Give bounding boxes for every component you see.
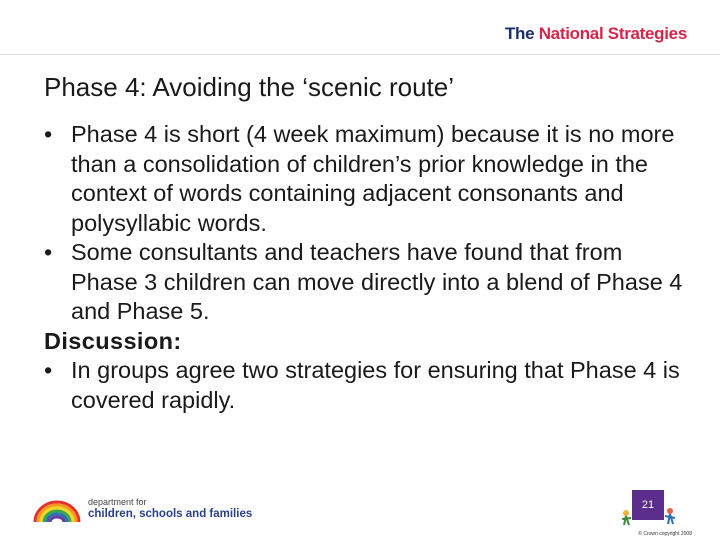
bullet-marker: • <box>44 121 53 147</box>
bullet-item <box>44 238 684 327</box>
brand-the: The <box>504 24 535 43</box>
dcsf-line2: children, schools and families <box>88 508 253 520</box>
bullet-item <box>44 120 684 238</box>
copyright-notice: © Crown copyright 2008 <box>638 531 692 537</box>
page-number-badge <box>620 487 676 527</box>
dcsf-wordmark <box>88 497 252 521</box>
national-strategies-logo <box>505 24 687 44</box>
header-divider <box>0 54 720 55</box>
slide-title: Phase 4: Avoiding the ‘scenic route’ <box>44 72 455 102</box>
dcsf-line1: department for <box>88 497 147 507</box>
bullet-text: Phase 4 is short (4 week maximum) because it is no more than a consolidation of children’s prior knowledge in the context of words containing adjacent consonants and polysyllabic words. <box>71 121 675 236</box>
brand-name: National Strategies <box>534 24 687 43</box>
bullet-marker: • <box>44 357 53 383</box>
bullet-item <box>44 356 684 415</box>
bullet-marker: • <box>44 239 53 265</box>
slide-body <box>44 120 684 415</box>
bullet-text: In groups agree two strategies for ensuring that Phase 4 is covered rapidly. <box>71 357 680 413</box>
rainbow-icon <box>32 498 82 524</box>
page-number: 21 <box>641 499 655 511</box>
discussion-heading: Discussion: <box>44 327 182 354</box>
bullet-text: Some consultants and teachers have found that from Phase 3 children can move directly into a blend of Phase 4 and Phase 5. <box>71 239 683 324</box>
